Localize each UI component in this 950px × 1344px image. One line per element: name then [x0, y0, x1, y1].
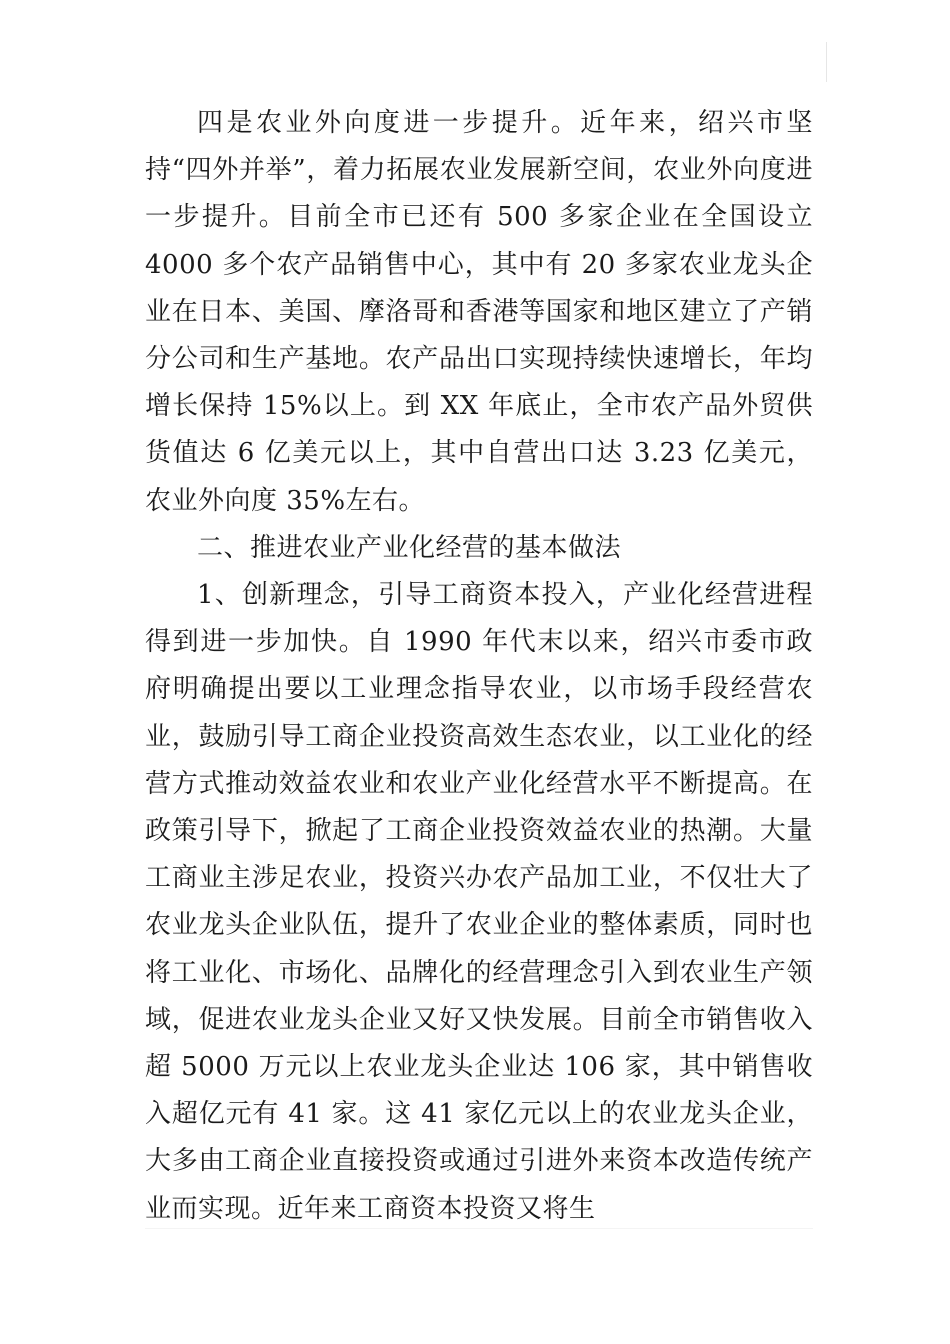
section-heading: 二、推进农业产业化经营的基本做法	[197, 532, 622, 563]
paragraph-agricultural-openness: 四是农业外向度进一步提升。近年来，绍兴市坚持“四外并举”，着力拓展农业发展新空间，农业外向度进一步提升。目前全市已还有 500 多家企业在全国设立 4000 多个农产品销售中心，其中有 20 多家农业龙头企业在日本、美国、摩洛哥和香港等国家和地区建立了产销分公司和生产基地。农产品出口实现持续快速增长，年均增长保持 15%以上。到 XX 年底止，全市农产品外贸供货值达 6 亿美元以上，其中自营出口达 3.23 亿美元，农业外向度 35%左右。	[145, 108, 813, 516]
paragraph-innovation-concept: 1、创新理念，引导工商资本投入，产业化经营进程得到进一步加快。自 1990 年代末以来，绍兴市委市政府明确提出要以工业理念指导农业，以市场手段经营农业，鼓励引导工商企业投资高效生态农业，以工业化的经营方式推动效益农业和农业产业化经营水平不断提高。在政策引导下，掀起了工商企业投资效益农业的热潮。大量工商业主涉足农业，投资兴办农产品加工业，不仅壮大了农业龙头企业队伍，提升了农业企业的整体素质，同时也将工业化、市场化、品牌化的经营理念引入到农业生产领域，促进农业龙头企业又好又快发展。目前全市销售收入超 5000 万元以上农业龙头企业达 106 家，其中销售收入超亿元有 41 家。这 41 家亿元以上的农业龙头企业，大多由工商企业直接投资或通过引进外来资本改造传统产业而实现。近年来工商资本投资又将生	[145, 580, 813, 1224]
page-edge-mark	[826, 42, 827, 82]
page-bottom-rule	[145, 1228, 813, 1229]
document-body	[145, 100, 813, 1233]
